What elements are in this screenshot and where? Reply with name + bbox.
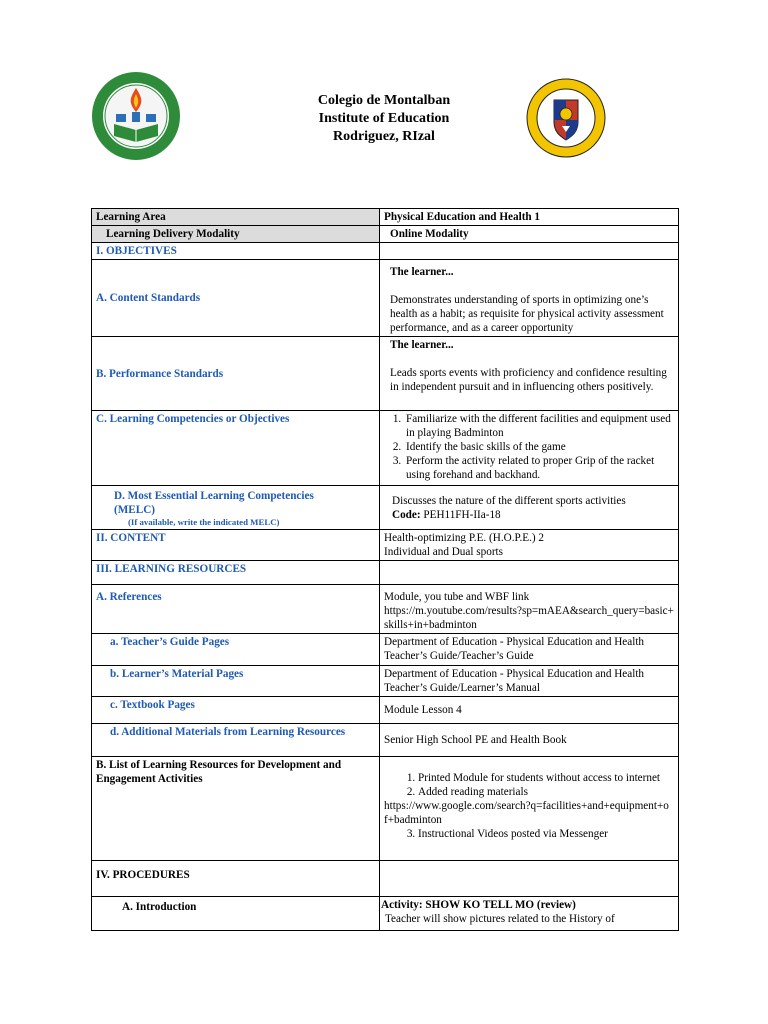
learning-resources-label: III. LEARNING RESOURCES (92, 561, 380, 585)
melc-code-value: PEH11FH-IIa-18 (423, 508, 501, 521)
performance-standards-cell (380, 337, 679, 411)
performance-standards-lead: The learner... (390, 339, 454, 351)
objectives-empty-cell (380, 243, 679, 260)
melc-text: Discusses the nature of the different sports activities (392, 494, 626, 507)
procedures-empty-cell (380, 861, 679, 897)
performance-standards-label: B. Performance Standards (92, 337, 380, 411)
content-line-2: Individual and Dual sports (384, 546, 504, 558)
introduction-text: Teacher will show pictures related to the History of (385, 913, 615, 925)
references-cell (380, 585, 679, 634)
learner-material-text: Department of Education - Physical Education and Health Teacher’s Guide/Learner’s Manual (380, 666, 679, 697)
competency-item: 1. Familiarize with the different facilities and equipment used in playing Badminton (404, 412, 674, 440)
content-standards-text: Demonstrates understanding of sports in optimizing one’s health as a habit; as requisite for physical activity assessment performance, and as a career opportunity (390, 294, 664, 334)
textbook-label: c. Textbook Pages (92, 697, 380, 724)
additional-materials-label: d. Additional Materials from Learning Resources (92, 724, 380, 757)
melc-note: (If available, write the indicated MELC) (128, 517, 280, 527)
content-line-1: Health-optimizing P.E. (H.O.P.E.) 2 (384, 532, 545, 544)
list-resources-cell (380, 757, 679, 861)
content-label: II. CONTENT (92, 530, 380, 561)
introduction-activity: Activity: SHOW KO TELL MO (review) (381, 899, 576, 911)
objectives-label: I. OBJECTIVES (92, 243, 380, 260)
document-header (0, 0, 768, 200)
competency-item: 2. Identify the basic skills of the game (404, 440, 674, 454)
melc-code (392, 508, 674, 522)
content-standards-cell (380, 260, 679, 337)
list-resources-label (92, 757, 380, 861)
references-url[interactable]: https://m.youtube.com/results?sp=mAEA&search_query=basic+skills+in+badminton (384, 605, 674, 631)
institute-name: Institute of Education (318, 111, 450, 126)
competencies-label: C. Learning Competencies or Objectives (92, 411, 380, 486)
competencies-cell (380, 411, 679, 486)
school-location: Rodriguez, RIzal (333, 129, 435, 144)
list-resources-item: 1. Printed Module for students without access to internet (418, 771, 674, 785)
list-resources-item-text: Added reading materials (418, 786, 528, 798)
school-name: Colegio de Montalban (317, 93, 451, 108)
competencies-list (384, 412, 674, 482)
list-resources-url[interactable]: https://www.google.com/search?q=facilities+and+equipment+of+badminton (384, 800, 669, 826)
procedures-label: IV. PROCEDURES (92, 861, 380, 897)
melc-cell (380, 486, 679, 530)
melc-label: D. Most Essential Learning Competencies (MELC) (114, 490, 314, 516)
learning-area-value: Physical Education and Health 1 (380, 209, 679, 226)
introduction-label: A. Introduction (92, 897, 380, 931)
melc-code-label: Code: (392, 508, 421, 521)
teacher-guide-label: a. Teacher’s Guide Pages (92, 634, 380, 666)
introduction-cell (380, 897, 679, 931)
learner-material-label: b. Learner’s Material Pages (92, 666, 380, 697)
teacher-guide-text: Department of Education - Physical Education and Health Teacher’s Guide/Teacher’s Guide (380, 634, 679, 666)
melc-label-cell (92, 486, 380, 530)
references-line-1: Module, you tube and WBF link (384, 591, 530, 603)
modality-value: Online Modality (380, 226, 679, 243)
list-resources-item: 3. Instructional Videos posted via Messenger (418, 827, 674, 841)
references-label: A. References (92, 585, 380, 634)
list-resources-list (384, 771, 674, 799)
lesson-plan-table (91, 208, 679, 931)
textbook-text: Module Lesson 4 (380, 697, 679, 724)
content-standards-lead: The learner... (390, 266, 454, 278)
learning-area-label: Learning Area (92, 209, 380, 226)
list-resources-label-text: B. List of Learning Resources for Development and Engagement Activities (96, 759, 342, 785)
list-resources-list-continued (384, 827, 674, 841)
school-title-block (232, 92, 536, 146)
content-standards-label: A. Content Standards (92, 260, 380, 337)
list-resources-item (418, 785, 674, 799)
colegio-de-montalban-seal (526, 78, 606, 158)
institute-of-education-logo (90, 70, 182, 162)
performance-standards-text: Leads sports events with proficiency and confidence resulting in independent pursuit and in influencing others positively. (390, 367, 667, 393)
content-cell (380, 530, 679, 561)
learning-resources-empty-cell (380, 561, 679, 585)
modality-label: Learning Delivery Modality (92, 226, 380, 243)
additional-materials-text: Senior High School PE and Health Book (380, 724, 679, 757)
competency-item: 3. Perform the activity related to proper Grip of the racket using forehand and backhand. (404, 454, 674, 482)
